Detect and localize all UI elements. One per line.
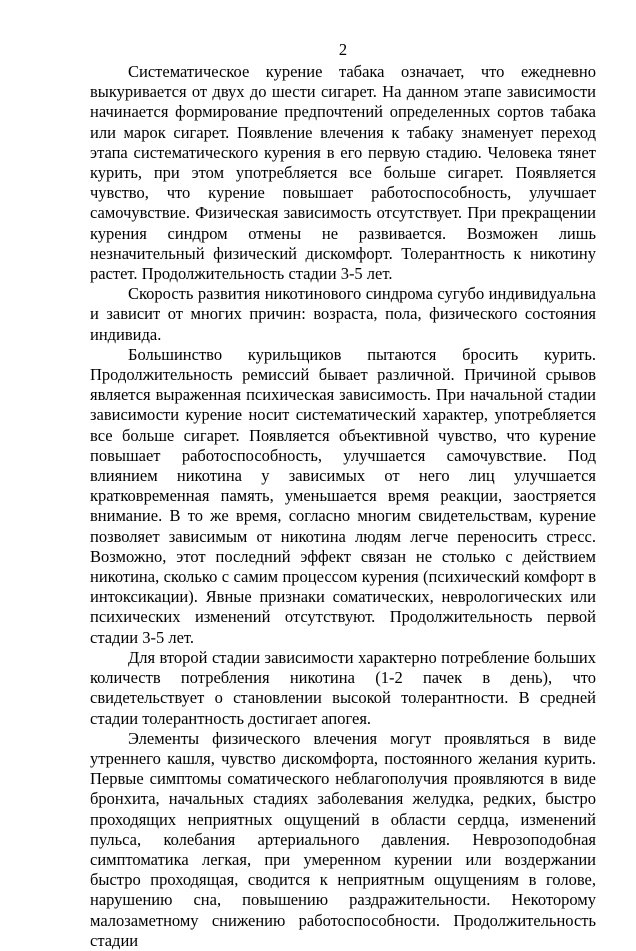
page-number: 2 [338,40,348,59]
paragraph: Большинство курильщиков пытаются бросить курить. Продолжительность ремиссий бывает различной. Причиной срывов является выраженная психическая зависимость. При начальной стадии зависимости курение носит систематический характер, употребляется все больше сигарет. Появляется объективной чувство, что курение повышает работоспособность, улучшается самочувствие. Под влиянием никотина у зависимых от него лиц улучшается кратковременная память, уменьшается время реакции, заостряется внимание. В то же время, согласно многим свидетельствам, курение позволяет зависимым от никотина людям легче переносить стресс. Возможно, этот последний эффект связан не столько с действием никотина, сколько с самим процессом курения (психический комфорт в интоксикации). Явные признаки соматических, неврологических или психических изменений отсутствуют. Продолжительность первой стадии 3-5 лет. [90,344,596,647]
paragraph: Скорость развития никотинового синдрома сугубо индивидуальна и зависит от многих причин: возраста, пола, физического состояния индивида. [90,284,596,344]
body-text [90,62,596,951]
paragraph: Элементы физического влечения могут проявляться в виде утреннего кашля, чувство дискомфорта, постоянного желания курить. Первые симптомы соматического неблагополучия проявляются в виде бронхита, начальных стадиях заболевания желудка, редких, быстро проходящих неприятных ощущений в области сердца, изменений пульса, колебания артериального давления. Неврозоподобная симптоматика легкая, при умеренном курении или воздержании быстро проходящая, сводится к неприятным ощущениям в голове, нарушению сна, повышению раздражительности. Некоторому малозаметному снижению работоспособности. Продолжительность стадии [90,728,596,950]
paragraph: Для второй стадии зависимости характерно потребление больших количеств потребления никотина (1-2 пачек в день), что свидетельствует о становлении высокой толерантности. В средней стадии толерантность достигает апогея. [90,647,596,728]
paragraph: Систематическое курение табака означает, что ежедневно выкуривается от двух до шести сигарет. На данном этапе зависимости начинается формирование предпочтений определенных сортов табака или марок сигарет. Появление влечения к табаку знаменует переход этапа систематического курения в его первую стадию. Человека тянет курить, при этом употребляется все больше сигарет. Появляется чувство, что курение повышает работоспособность, улучшает самочувствие. Физическая зависимость отсутствует. При прекращении курения синдром отмены не развивается. Возможен лишь незначительный физический дискомфорт. Толерантность к никотину растет. Продолжительность стадии 3-5 лет. [90,62,596,284]
